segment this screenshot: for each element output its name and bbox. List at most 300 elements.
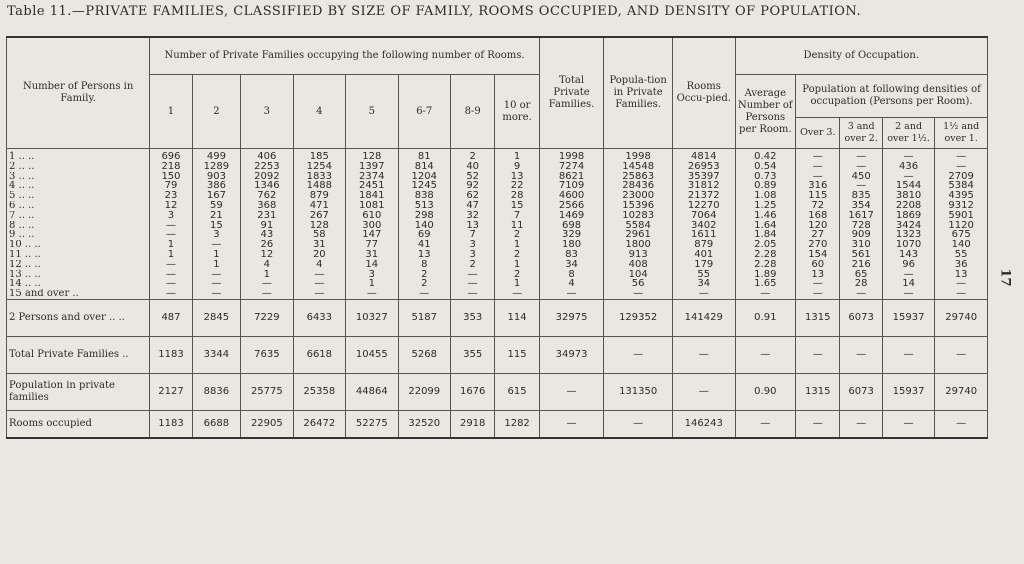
table-cell: 31812 — [672, 181, 735, 191]
table-cell: 1.25 — [735, 201, 796, 211]
table-cell: — — [346, 289, 398, 299]
table-cell: 96 — [882, 260, 934, 270]
table-cell: 25358 — [293, 373, 345, 410]
table-cell: 6433 — [293, 299, 345, 336]
table-cell: 59 — [192, 201, 240, 211]
table-cell: 14 — [882, 279, 934, 289]
table-cell: 316 — [796, 181, 840, 191]
table-cell: 92 — [450, 181, 494, 191]
rooms-col-header: 5 — [346, 75, 398, 149]
table-cell: — — [539, 373, 604, 410]
table-cell: — — [450, 289, 494, 299]
table-cell: 7109 — [539, 181, 604, 191]
table-cell: 34 — [539, 260, 604, 270]
table-row — [7, 149, 988, 162]
table-cell: — — [192, 270, 240, 280]
table-cell: 1.46 — [735, 211, 796, 221]
table-cell: — — [672, 336, 735, 373]
table-cell: 65 — [840, 270, 882, 280]
table-cell: — — [241, 279, 293, 289]
table-cell: 29740 — [935, 373, 988, 410]
table-cell: 28 — [840, 279, 882, 289]
table-cell: 5901 — [935, 211, 988, 221]
table-cell: 43 — [241, 230, 293, 240]
row-label: 12 .. .. — [7, 260, 150, 270]
table-cell: 216 — [840, 260, 882, 270]
table-row — [7, 230, 988, 240]
table-cell: 2.05 — [735, 240, 796, 250]
table-row — [7, 181, 988, 191]
table-cell: 1 — [192, 260, 240, 270]
table-cell: 0.54 — [735, 162, 796, 172]
population-header: Popula-tion in Private Families. — [604, 37, 673, 149]
table-cell: 353 — [450, 299, 494, 336]
table-cell: 401 — [672, 250, 735, 260]
row-label: 5 .. .. — [7, 191, 150, 201]
table-cell: 1282 — [495, 410, 539, 438]
table-cell: 1841 — [346, 191, 398, 201]
table-cell: 3424 — [882, 221, 934, 231]
table-cell: — — [398, 289, 450, 299]
table-cell: 2253 — [241, 162, 293, 172]
table-row — [7, 299, 988, 336]
table-cell: 115 — [495, 336, 539, 373]
table-cell: 909 — [840, 230, 882, 240]
table-cell: 23 — [150, 191, 192, 201]
table-cell: 120 — [796, 221, 840, 231]
table-cell: — — [840, 149, 882, 162]
table-cell: 129352 — [604, 299, 673, 336]
density-col-header: 3 and over 2. — [840, 118, 882, 149]
table-cell: 7635 — [241, 336, 293, 373]
table-cell: 56 — [604, 279, 673, 289]
table-cell: 5384 — [935, 181, 988, 191]
table-cell: 128 — [293, 221, 345, 231]
table-row — [7, 201, 988, 211]
table-cell: 35397 — [672, 172, 735, 182]
table-cell: 231 — [241, 211, 293, 221]
table-cell: 1.65 — [735, 279, 796, 289]
row-label: Population in private families — [7, 373, 150, 410]
table-cell: — — [735, 410, 796, 438]
table-cell: 6073 — [840, 373, 882, 410]
table-cell: 13 — [935, 270, 988, 280]
table-cell: 167 — [192, 191, 240, 201]
row-label: 2 Persons and over .. .. — [7, 299, 150, 336]
table-cell: 23000 — [604, 191, 673, 201]
table-cell: 140 — [398, 221, 450, 231]
table-cell: — — [192, 240, 240, 250]
families-table — [6, 36, 988, 439]
table-cell: 675 — [935, 230, 988, 240]
table-row — [7, 162, 988, 172]
density-group-header: Density of Occupation. — [735, 37, 987, 75]
table-row — [7, 191, 988, 201]
pop-density-group-header: Population at following densities of occupation (Persons per Room). — [796, 75, 988, 118]
table-cell: 762 — [241, 191, 293, 201]
persons-header: Number of Persons in Family. — [7, 37, 150, 149]
table-cell: 1.64 — [735, 221, 796, 231]
rooms-col-header: 1 — [150, 75, 192, 149]
table-cell: 368 — [241, 201, 293, 211]
table-cell: 698 — [539, 221, 604, 231]
table-cell: — — [150, 279, 192, 289]
table-cell: 1 — [495, 279, 539, 289]
table-cell: 131350 — [604, 373, 673, 410]
table-cell: — — [882, 270, 934, 280]
table-cell: 1611 — [672, 230, 735, 240]
table-cell: 218 — [150, 162, 192, 172]
table-cell: 4 — [293, 260, 345, 270]
table-cell: 3 — [346, 270, 398, 280]
table-cell: 2451 — [346, 181, 398, 191]
table-cell: 2092 — [241, 172, 293, 182]
table-cell: 5187 — [398, 299, 450, 336]
rooms-col-header: 8-9 — [450, 75, 494, 149]
density-col-header: 2 and over 1½. — [882, 118, 934, 149]
table-cell: 146243 — [672, 410, 735, 438]
row-label: 7 .. .. — [7, 211, 150, 221]
rooms-group-header: Number of Private Families occupying the following number of Rooms. — [150, 37, 539, 75]
table-cell: 8 — [539, 270, 604, 280]
row-label: 15 and over .. — [7, 289, 150, 299]
table-cell: 1289 — [192, 162, 240, 172]
density-col-header: 1½ and over 1. — [935, 118, 988, 149]
table-cell: — — [604, 336, 673, 373]
row-label: 9 .. .. — [7, 230, 150, 240]
table-cell: 60 — [796, 260, 840, 270]
table-row — [7, 221, 988, 231]
table-cell: 1 — [192, 250, 240, 260]
table-cell: 140 — [935, 240, 988, 250]
table-cell: 29740 — [935, 299, 988, 336]
table-cell: — — [735, 336, 796, 373]
table-row — [7, 211, 988, 221]
table-cell: 40 — [450, 162, 494, 172]
table-cell: — — [935, 336, 988, 373]
table-cell: — — [150, 270, 192, 280]
table-cell: — — [450, 270, 494, 280]
table-cell: 25863 — [604, 172, 673, 182]
table-cell: — — [882, 336, 934, 373]
rooms-occupied-header: Rooms Occu-pied. — [672, 37, 735, 149]
table-cell: 2208 — [882, 201, 934, 211]
table-cell: 1.84 — [735, 230, 796, 240]
table-cell: 58 — [293, 230, 345, 240]
table-cell: 1346 — [241, 181, 293, 191]
table-cell: — — [796, 289, 840, 299]
table-cell: 185 — [293, 149, 345, 162]
table-cell: 2127 — [150, 373, 192, 410]
table-cell: 879 — [293, 191, 345, 201]
table-cell: 22905 — [241, 410, 293, 438]
table-cell: 10283 — [604, 211, 673, 221]
table-cell: 0.73 — [735, 172, 796, 182]
table-cell: 13 — [398, 250, 450, 260]
table-cell: 8836 — [192, 373, 240, 410]
table-cell: 72 — [796, 201, 840, 211]
table-cell: 128 — [346, 149, 398, 162]
table-cell: 1 — [150, 240, 192, 250]
table-cell: 487 — [150, 299, 192, 336]
table-cell: 3 — [450, 240, 494, 250]
table-cell: 267 — [293, 211, 345, 221]
table-cell: 838 — [398, 191, 450, 201]
table-cell: 2 — [398, 270, 450, 280]
row-label: 13 .. .. — [7, 270, 150, 280]
table-cell: 3 — [192, 230, 240, 240]
row-label: Rooms occupied — [7, 410, 150, 438]
table-cell: 2 — [495, 270, 539, 280]
density-col-header: Over 3. — [796, 118, 840, 149]
row-label: 10 .. .. — [7, 240, 150, 250]
table-cell: 1 — [241, 270, 293, 280]
table-cell: 52 — [450, 172, 494, 182]
table-cell: 11 — [495, 221, 539, 231]
row-label: 2 .. .. — [7, 162, 150, 172]
table-cell: 610 — [346, 211, 398, 221]
table-cell: 355 — [450, 336, 494, 373]
table-cell: 44864 — [346, 373, 398, 410]
table-cell: 1800 — [604, 240, 673, 250]
table-cell: 1.08 — [735, 191, 796, 201]
table-cell: 1397 — [346, 162, 398, 172]
table-cell: 5268 — [398, 336, 450, 373]
table-cell: 1544 — [882, 181, 934, 191]
table-cell: 696 — [150, 149, 192, 162]
table-cell: 15 — [192, 221, 240, 231]
table-cell: 1081 — [346, 201, 398, 211]
table-cell: 7 — [450, 230, 494, 240]
table-cell: 1617 — [840, 211, 882, 221]
table-cell: 8621 — [539, 172, 604, 182]
table-cell: 22099 — [398, 373, 450, 410]
row-label: 6 .. .. — [7, 201, 150, 211]
table-cell: — — [192, 279, 240, 289]
table-cell: 115 — [796, 191, 840, 201]
table-cell: 168 — [796, 211, 840, 221]
table-cell: — — [840, 410, 882, 438]
table-cell: 3 — [450, 250, 494, 260]
total-families-header: Total Private Families. — [539, 37, 604, 149]
table-cell: 34973 — [539, 336, 604, 373]
table-row — [7, 373, 988, 410]
table-cell: 1488 — [293, 181, 345, 191]
table-row — [7, 410, 988, 438]
row-label: 8 .. .. — [7, 221, 150, 231]
table-cell: — — [672, 373, 735, 410]
table-cell: 3810 — [882, 191, 934, 201]
table-row — [7, 250, 988, 260]
table-cell: 77 — [346, 240, 398, 250]
table-cell: 406 — [241, 149, 293, 162]
table-cell: 2 — [450, 149, 494, 162]
table-cell: — — [150, 260, 192, 270]
table-cell: 1676 — [450, 373, 494, 410]
table-cell: — — [672, 289, 735, 299]
row-label: 14 .. .. — [7, 279, 150, 289]
table-cell: — — [450, 279, 494, 289]
table-cell: 6618 — [293, 336, 345, 373]
table-cell: 26472 — [293, 410, 345, 438]
table-cell: 4 — [539, 279, 604, 289]
table-cell: 879 — [672, 240, 735, 250]
table-cell: 7 — [495, 211, 539, 221]
table-cell: 270 — [796, 240, 840, 250]
table-cell: 1323 — [882, 230, 934, 240]
table-cell: 12 — [241, 250, 293, 260]
table-cell: 1120 — [935, 221, 988, 231]
table-cell: 150 — [150, 172, 192, 182]
row-label: 3 .. .. — [7, 172, 150, 182]
table-cell: 4395 — [935, 191, 988, 201]
table-cell: 7064 — [672, 211, 735, 221]
table-cell: — — [935, 162, 988, 172]
table-title: Table 11.—PRIVATE FAMILIES, CLASSIFIED BY SIZE OF FAMILY, ROOMS OCCUPIED, AND DENSITY OF POPULATION. — [7, 4, 862, 19]
table-row — [7, 279, 988, 289]
table-cell: 1 — [346, 279, 398, 289]
table-cell: 2 — [398, 279, 450, 289]
table-cell: 55 — [672, 270, 735, 280]
table-cell: 47 — [450, 201, 494, 211]
table-cell: 143 — [882, 250, 934, 260]
table-cell: 300 — [346, 221, 398, 231]
table-cell: — — [796, 162, 840, 172]
table-cell: 1 — [150, 250, 192, 260]
table-cell: 15937 — [882, 373, 934, 410]
rooms-col-header: 2 — [192, 75, 240, 149]
table-cell: — — [293, 270, 345, 280]
table-cell: 310 — [840, 240, 882, 250]
table-cell: 10327 — [346, 299, 398, 336]
table-cell: 31 — [346, 250, 398, 260]
table-cell: — — [840, 181, 882, 191]
table-cell: 27 — [796, 230, 840, 240]
table-cell: 1998 — [604, 149, 673, 162]
row-label: 4 .. .. — [7, 181, 150, 191]
table-cell: 15396 — [604, 201, 673, 211]
table-cell: 1183 — [150, 410, 192, 438]
table-cell: 1 — [495, 149, 539, 162]
table-cell: — — [604, 289, 673, 299]
table-cell: 513 — [398, 201, 450, 211]
table-cell: 21372 — [672, 191, 735, 201]
table-cell: — — [882, 289, 934, 299]
table-cell: 154 — [796, 250, 840, 260]
table-row — [7, 260, 988, 270]
table-cell: 36 — [935, 260, 988, 270]
table-cell: 2845 — [192, 299, 240, 336]
table-cell: 561 — [840, 250, 882, 260]
row-label: 11 .. .. — [7, 250, 150, 260]
table-cell: 3344 — [192, 336, 240, 373]
table-cell: 62 — [450, 191, 494, 201]
table-cell: 8 — [398, 260, 450, 270]
table-cell: 32 — [450, 211, 494, 221]
table-cell: — — [935, 289, 988, 299]
table-cell: 1315 — [796, 373, 840, 410]
table-cell: 52275 — [346, 410, 398, 438]
table-cell: 2374 — [346, 172, 398, 182]
table-cell: 1 — [495, 240, 539, 250]
table-cell: — — [796, 336, 840, 373]
table-cell: — — [192, 289, 240, 299]
table-cell: 69 — [398, 230, 450, 240]
table-cell: 10455 — [346, 336, 398, 373]
table-row — [7, 289, 988, 299]
table-cell: 814 — [398, 162, 450, 172]
table-cell: — — [241, 289, 293, 299]
table-cell: — — [882, 149, 934, 162]
table-cell: 6073 — [840, 299, 882, 336]
table-cell: 1183 — [150, 336, 192, 373]
table-cell: 9 — [495, 162, 539, 172]
table-cell: — — [796, 149, 840, 162]
table-cell: 2918 — [450, 410, 494, 438]
row-label: Total Private Families .. — [7, 336, 150, 373]
table-cell: — — [539, 289, 604, 299]
table-cell: 913 — [604, 250, 673, 260]
table-cell: 25775 — [241, 373, 293, 410]
table-cell: — — [840, 162, 882, 172]
table-cell: 329 — [539, 230, 604, 240]
table-cell: 4 — [241, 260, 293, 270]
table-cell: 2961 — [604, 230, 673, 240]
table-cell: 2.28 — [735, 260, 796, 270]
table-row — [7, 270, 988, 280]
avg-persons-header: Average Number of Persons per Room. — [735, 75, 796, 149]
table-cell: 13 — [796, 270, 840, 280]
table-cell: 6688 — [192, 410, 240, 438]
table-cell: 179 — [672, 260, 735, 270]
table-cell: 104 — [604, 270, 673, 280]
table-cell: 7274 — [539, 162, 604, 172]
table-cell: 14 — [346, 260, 398, 270]
table-cell: 2.28 — [735, 250, 796, 260]
table-cell: 32975 — [539, 299, 604, 336]
table-cell: 141429 — [672, 299, 735, 336]
table-cell: 12270 — [672, 201, 735, 211]
table-cell: — — [293, 289, 345, 299]
table-cell: 1998 — [539, 149, 604, 162]
table-cell: 450 — [840, 172, 882, 182]
table-cell: 13 — [450, 221, 494, 231]
table-cell: 1070 — [882, 240, 934, 250]
table-cell: 12 — [150, 201, 192, 211]
table-cell: 1204 — [398, 172, 450, 182]
table-cell: — — [935, 410, 988, 438]
table-cell: 2 — [450, 260, 494, 270]
table-cell: 3 — [150, 211, 192, 221]
table-cell: 3402 — [672, 221, 735, 231]
table-cell: — — [796, 279, 840, 289]
table-cell: 2566 — [539, 201, 604, 211]
table-cell: 903 — [192, 172, 240, 182]
table-cell: 31 — [293, 240, 345, 250]
table-cell: 1869 — [882, 211, 934, 221]
table-cell: — — [150, 289, 192, 299]
table-cell: — — [604, 410, 673, 438]
table-cell: 4814 — [672, 149, 735, 162]
table-cell: — — [796, 172, 840, 182]
table-row — [7, 172, 988, 182]
row-label: 1 .. .. — [7, 149, 150, 162]
table-cell: — — [935, 279, 988, 289]
table-cell: 2 — [495, 230, 539, 240]
table-cell: — — [796, 410, 840, 438]
table-cell: 147 — [346, 230, 398, 240]
table-cell: — — [495, 289, 539, 299]
